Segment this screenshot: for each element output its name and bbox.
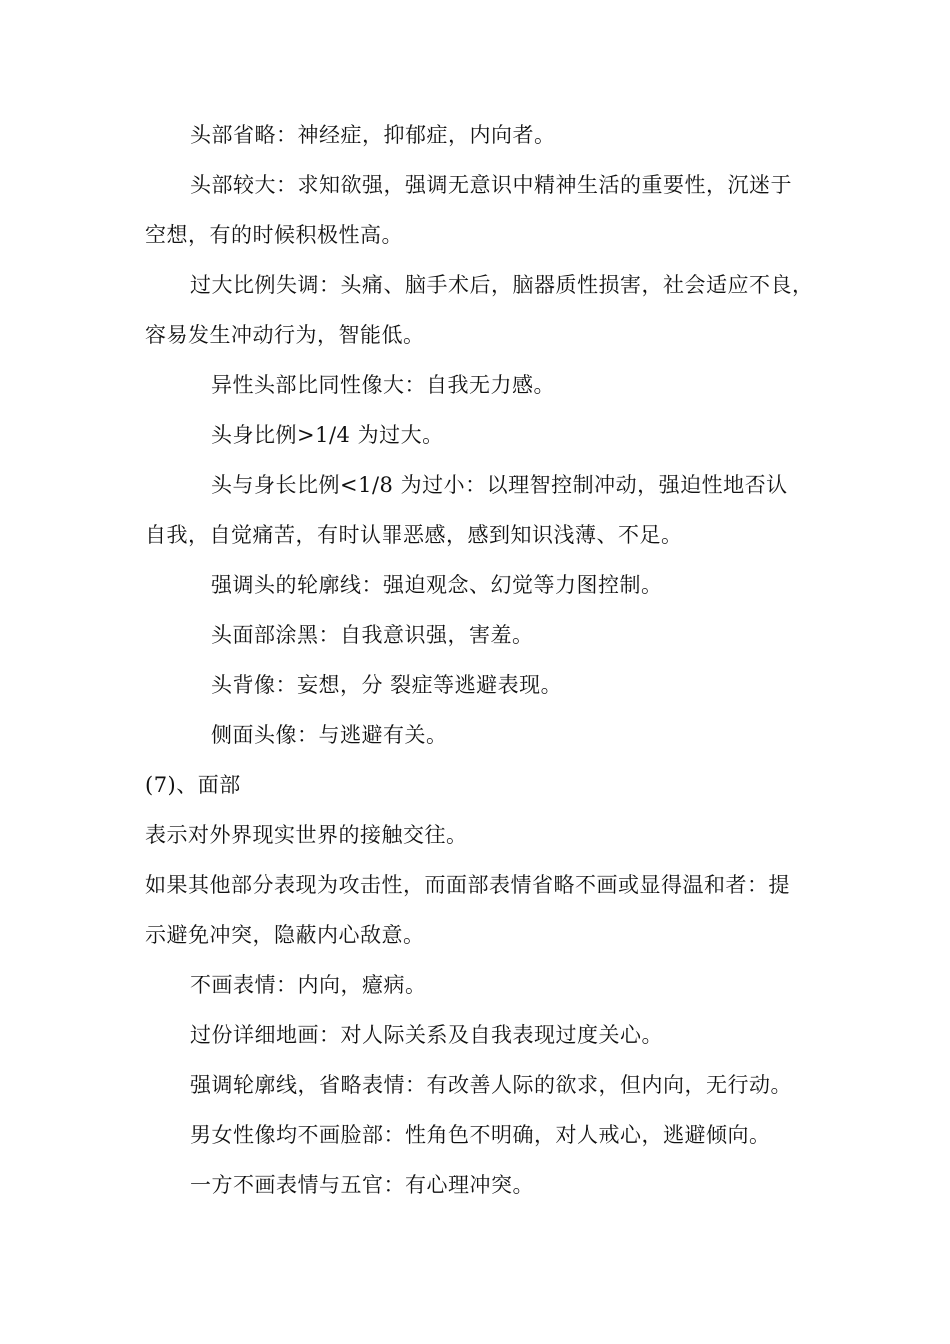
paragraph-line: 空想，有的时候积极性高。 bbox=[145, 223, 403, 247]
paragraph-line: 过份详细地画：对人际关系及自我表现过度关心。 bbox=[190, 1023, 663, 1047]
section-heading: (7)、面部 bbox=[145, 773, 241, 797]
paragraph-line: 男女性像均不画脸部：性角色不明确，对人戒心，逃避倾向。 bbox=[190, 1123, 771, 1147]
paragraph-line: 异性头部比同性像大：自我无力感。 bbox=[211, 373, 555, 397]
paragraph-line: 强调头的轮廓线：强迫观念、幻觉等力图控制。 bbox=[211, 573, 663, 597]
paragraph-line: 强调轮廓线，省略表情：有改善人际的欲求，但内向，无行动。 bbox=[190, 1073, 792, 1097]
paragraph-line: 过大比例失调：头痛、脑手术后，脑器质性损害，社会适应不良， bbox=[190, 273, 814, 297]
paragraph-line: 表示对外界现实世界的接触交往。 bbox=[145, 823, 468, 847]
paragraph-line: 容易发生冲动行为，智能低。 bbox=[145, 323, 425, 347]
paragraph-line: 头背像：妄想，分 裂症等逃避表现。 bbox=[211, 673, 563, 697]
paragraph-line: 头面部涂黑：自我意识强，害羞。 bbox=[211, 623, 534, 647]
paragraph-line: 示避免冲突，隐蔽内心敌意。 bbox=[145, 923, 425, 947]
paragraph-line: 头身比例>1/4 为过大。 bbox=[211, 423, 444, 447]
paragraph-line: 一方不画表情与五官：有心理冲突。 bbox=[190, 1173, 534, 1197]
paragraph-line: 如果其他部分表现为攻击性，而面部表情省略不画或显得温和者：提 bbox=[145, 873, 790, 897]
paragraph-line: 不画表情：内向，癔病。 bbox=[190, 973, 427, 997]
paragraph-line: 头部较大：求知欲强，强调无意识中精神生活的重要性，沉迷于 bbox=[190, 173, 792, 197]
paragraph-line: 侧面头像：与逃避有关。 bbox=[211, 723, 448, 747]
paragraph-line: 头部省略：神经症，抑郁症，内向者。 bbox=[190, 123, 556, 147]
paragraph-line: 头与身长比例<1/8 为过小：以理智控制冲动，强迫性地否认 bbox=[211, 473, 788, 497]
paragraph-line: 自我，自觉痛苦，有时认罪恶感，感到知识浅薄、不足。 bbox=[145, 523, 683, 547]
